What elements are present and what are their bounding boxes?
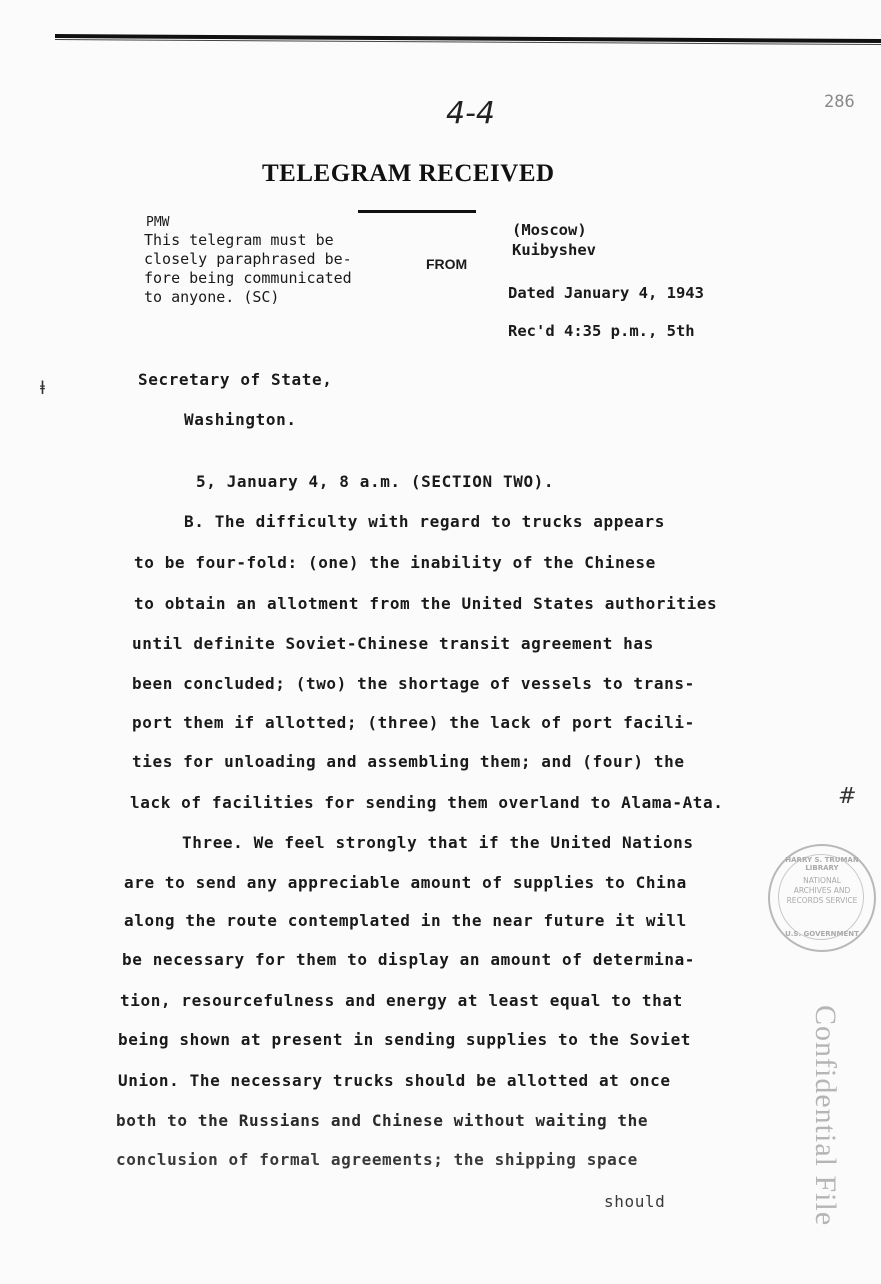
- routing-code: PMW: [146, 215, 170, 230]
- body-line: 5, January 4, 8 a.m. (SECTION TWO).: [196, 472, 555, 491]
- body-line: along the route contemplated in the near future it will: [124, 911, 687, 930]
- body-line: ties for unloading and assembling them; and (four) the: [132, 752, 685, 771]
- body-line: tion, resourcefulness and energy at least equal to that: [120, 991, 683, 1010]
- body-line: Union. The necessary trucks should be allotted at once: [118, 1071, 671, 1090]
- confidential-file-stamp: Confidential File: [809, 1005, 842, 1227]
- paraphrase-line-1: This telegram must be: [144, 231, 334, 249]
- body-line: to obtain an allotment from the United States authorities: [134, 594, 718, 613]
- margin-tick: ⱡ: [40, 378, 46, 399]
- origin: (Moscow): [512, 221, 587, 239]
- catchword: should: [604, 1192, 666, 1211]
- received-line: Rec'd 4:35 p.m., 5th: [508, 322, 695, 340]
- page-number: 286: [824, 92, 855, 112]
- paraphrase-line-2: closely paraphrased be-: [144, 250, 352, 268]
- addressee-line-1: Secretary of State,: [138, 370, 333, 389]
- paraphrase-line-3: fore being communicated: [144, 269, 352, 287]
- body-line: are to send any appreciable amount of supplies to China: [124, 873, 687, 892]
- body-line: conclusion of formal agreements; the shipping space: [116, 1150, 638, 1169]
- body-line: being shown at present in sending supplies to the Soviet: [118, 1030, 692, 1049]
- document-title: TELEGRAM RECEIVED: [262, 160, 555, 187]
- archive-stamp-bottom-text: U.S. GOVERNMENT: [785, 930, 859, 938]
- from-label: FROM: [426, 256, 468, 272]
- body-line: Three. We feel strongly that if the United Nations: [182, 833, 694, 852]
- body-line: port them if allotted; (three) the lack of port facili-: [132, 713, 695, 732]
- margin-mark: #: [838, 784, 857, 809]
- title-underline: [358, 210, 476, 213]
- dated-line: Dated January 4, 1943: [508, 284, 704, 302]
- origin-city: Kuibyshev: [512, 241, 596, 259]
- archive-stamp-top-text: HARRY S. TRUMAN LIBRARY: [785, 856, 859, 872]
- body-line: to be four-fold: (one) the inability of the Chinese: [134, 553, 656, 572]
- body-line: B. The difficulty with regard to trucks appears: [184, 512, 665, 531]
- body-line: be necessary for them to display an amount of determina-: [122, 950, 696, 969]
- paraphrase-line-4: to anyone. (SC): [144, 288, 280, 306]
- body-line: lack of facilities for sending them overland to Alama-Ata.: [130, 793, 724, 812]
- archive-stamp-middle-text: NATIONAL ARCHIVES AND RECORDS SERVICE: [786, 876, 858, 905]
- handwritten-number: 4-4: [446, 96, 495, 131]
- body-line: both to the Russians and Chinese without waiting the: [116, 1111, 649, 1130]
- body-line: until definite Soviet-Chinese transit agreement has: [132, 634, 654, 653]
- body-line: been concluded; (two) the shortage of vessels to trans-: [132, 674, 695, 693]
- addressee-line-2: Washington.: [184, 410, 297, 429]
- archive-stamp: [768, 844, 876, 952]
